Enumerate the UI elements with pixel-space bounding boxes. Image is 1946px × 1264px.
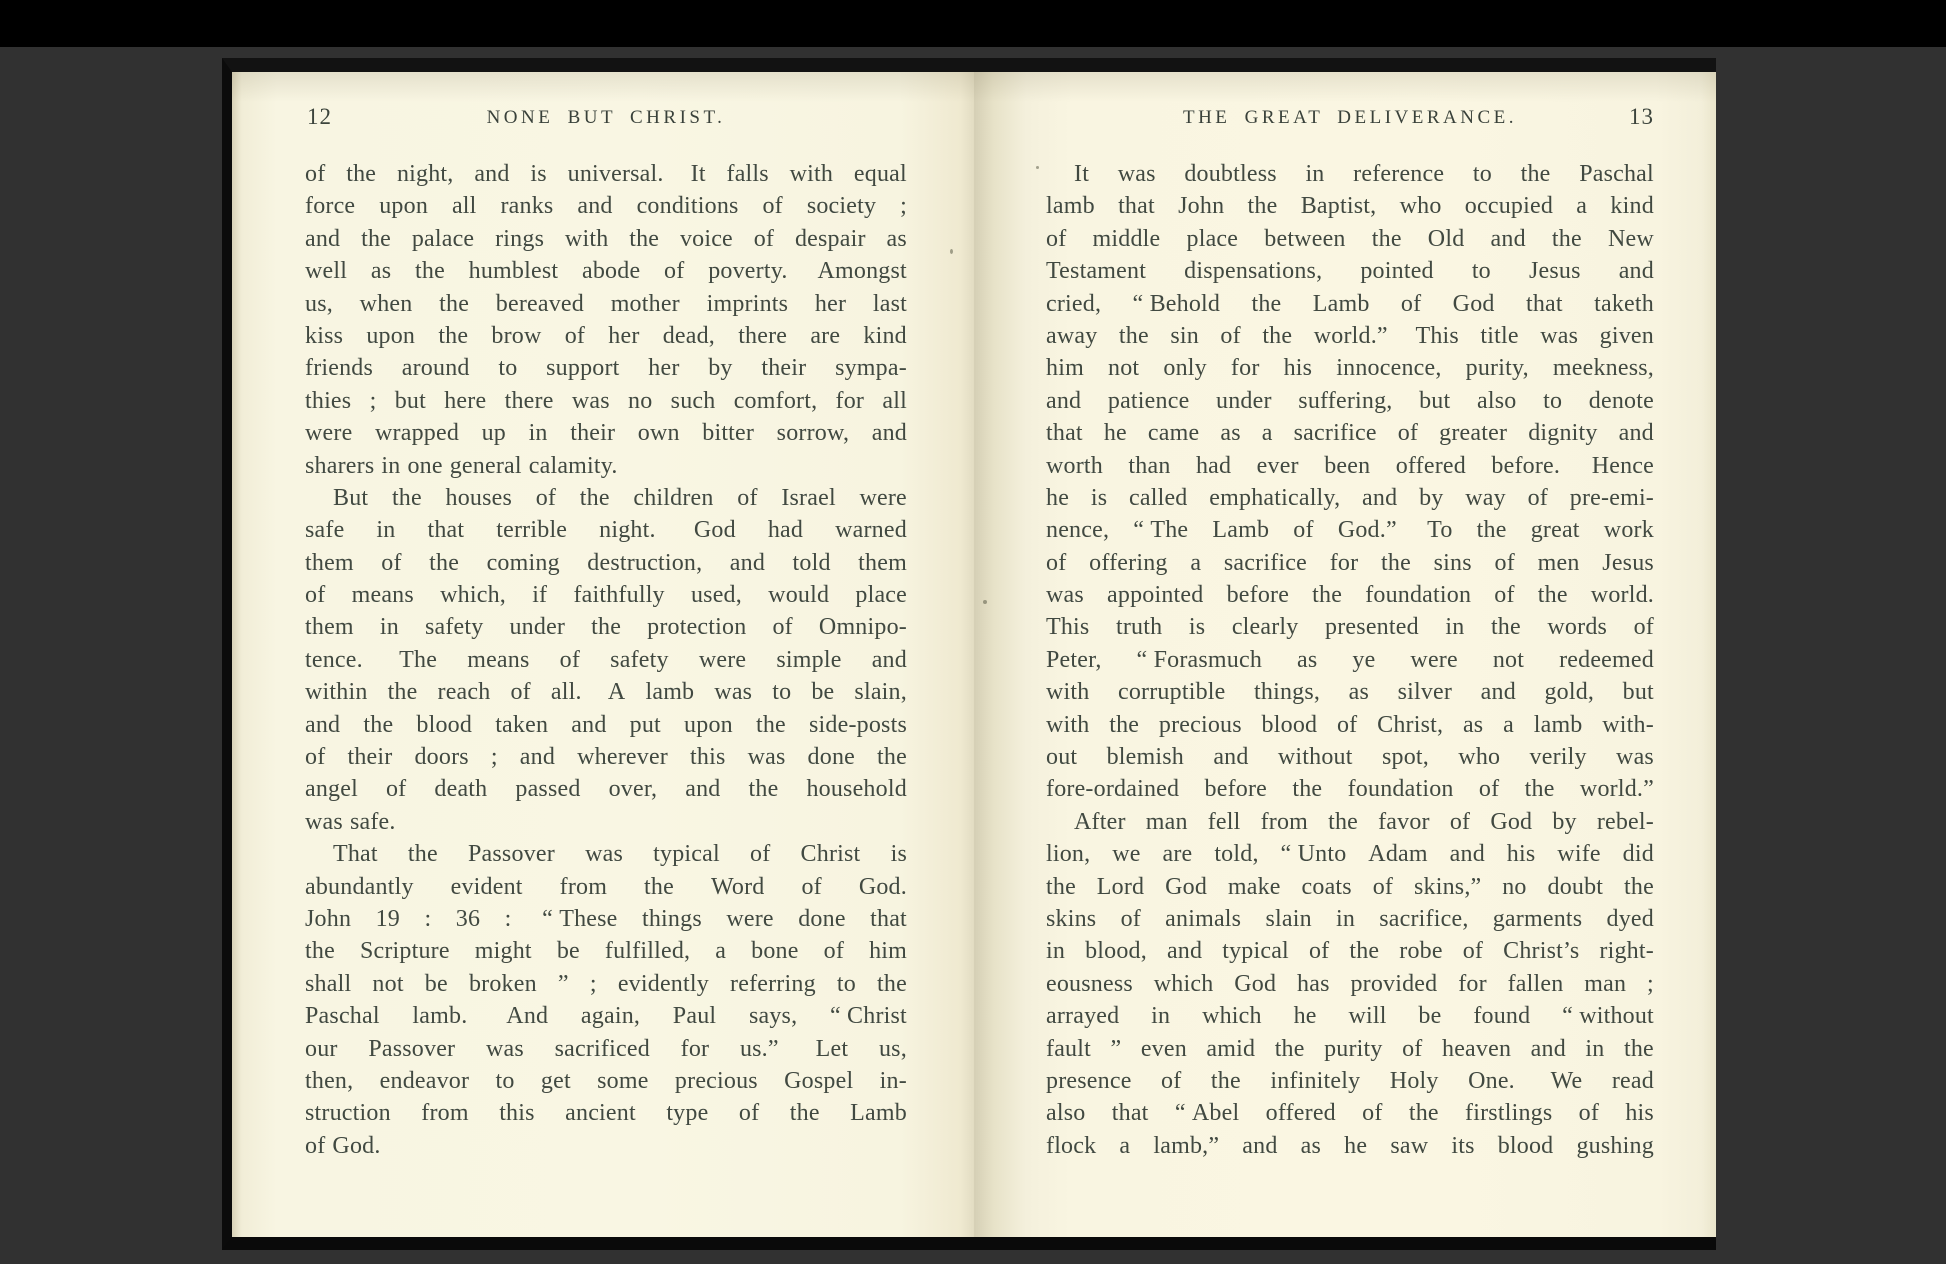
text-line: After man fell from the favor of God by rebel-	[1074, 808, 1654, 835]
text-line: them in safety under the protection of Omnipo-	[305, 614, 907, 641]
text-line: in blood, and typical of the robe of Christ’s right-	[1046, 938, 1654, 965]
page-text	[1046, 158, 1654, 1162]
page-number: 13	[1629, 104, 1654, 129]
text-line: well as the humblest abode of poverty. Amongst	[305, 258, 907, 285]
text-line: fault ” even amid the purity of heaven and in the	[1046, 1035, 1654, 1062]
page-header-right	[1046, 104, 1654, 134]
text-line: then, endeavor to get some precious Gospel in-	[305, 1067, 907, 1094]
text-line: lamb that John the Baptist, who occupied a kind	[1046, 193, 1654, 220]
text-line: he is called emphatically, and by way of pre-emi-	[1046, 484, 1654, 511]
text-line: and the blood taken and put upon the side-posts	[305, 711, 907, 738]
page-number: 12	[307, 104, 332, 129]
text-line: But the houses of the children of Israel were	[333, 484, 907, 511]
page-right	[974, 72, 1716, 1237]
text-line: Peter, “ Forasmuch as ye were not redeemed	[1046, 646, 1654, 673]
text-line: also that “ Abel offered of the firstlings of his	[1046, 1100, 1654, 1127]
text-line: worth than had ever been offered before. Hence	[1046, 452, 1654, 479]
text-line: us, when the bereaved mother imprints her last	[305, 290, 907, 317]
text-line: force upon all ranks and conditions of society ;	[305, 193, 907, 220]
text-line: our Passover was sacrificed for us.” Let us,	[305, 1035, 907, 1062]
scan-speck	[1036, 166, 1039, 169]
text-line: kiss upon the brow of her dead, there are kind	[305, 322, 907, 349]
text-line: John 19 : 36 : “ These things were done that	[305, 905, 907, 932]
text-line: friends around to support her by their sympa-	[305, 355, 907, 382]
text-line: shall not be broken ” ; evidently referring to the	[305, 970, 907, 997]
text-line: within the reach of all. A lamb was to be slain,	[305, 679, 907, 706]
text-line: Testament dispensations, pointed to Jesus and	[1046, 258, 1654, 285]
text-line: of means which, if faithfully used, would place	[305, 582, 907, 609]
text-line: was appointed before the foundation of the world.	[1046, 582, 1654, 609]
scan-speck	[983, 600, 987, 604]
text-line: arrayed in which he will be found “ without	[1046, 1003, 1654, 1030]
text-line: was safe.	[305, 808, 396, 835]
text-line: and patience under suffering, but also to denote	[1046, 387, 1654, 414]
text-line: sharers in one general calamity.	[305, 452, 618, 479]
text-line: presence of the infinitely Holy One. We read	[1046, 1067, 1654, 1094]
text-line: flock a lamb,” and as he saw its blood gushing	[1046, 1132, 1654, 1159]
text-line: struction from this ancient type of the Lamb	[305, 1100, 907, 1127]
running-head: NONE BUT CHRIST.	[486, 107, 726, 128]
letterbox-top	[0, 0, 1946, 47]
text-line: thies ; but here there was no such comfort, for all	[305, 387, 907, 414]
text-line: away the sin of the world.” This title was given	[1046, 322, 1654, 349]
text-line: Paschal lamb. And again, Paul says, “ Christ	[305, 1003, 907, 1030]
text-line: abundantly evident from the Word of God.	[305, 873, 907, 900]
page-left	[232, 72, 974, 1237]
text-line: that he came as a sacrifice of greater dignity and	[1046, 420, 1654, 447]
text-line: cried, “ Behold the Lamb of God that taketh	[1046, 290, 1654, 317]
scan-speck	[950, 249, 953, 254]
text-line: the Scripture might be fulfilled, a bone of him	[305, 938, 907, 965]
text-line: of offering a sacrifice for the sins of men Jesus	[1046, 549, 1654, 576]
text-line: him not only for his innocence, purity, meekness,	[1046, 355, 1654, 382]
text-line: with the precious blood of Christ, as a lamb with-	[1046, 711, 1654, 738]
text-line: fore-ordained before the foundation of the world.”	[1046, 776, 1654, 803]
text-line: of their doors ; and wherever this was done the	[305, 744, 907, 771]
text-line: That the Passover was typical of Christ is	[333, 841, 907, 868]
text-line: out blemish and without spot, who verily was	[1046, 744, 1654, 771]
book-spread	[222, 58, 1716, 1250]
text-line: and the palace rings with the voice of despair as	[305, 225, 907, 252]
text-line: the Lord God make coats of skins,” no doubt the	[1046, 873, 1654, 900]
text-line: were wrapped up in their own bitter sorrow, and	[305, 420, 907, 447]
text-line: skins of animals slain in sacrifice, garments dyed	[1046, 905, 1654, 932]
text-line: them of the coming destruction, and told them	[305, 549, 907, 576]
text-line: of middle place between the Old and the New	[1046, 225, 1654, 252]
text-line: with corruptible things, as silver and gold, but	[1046, 679, 1654, 706]
text-line: of God.	[305, 1132, 381, 1159]
text-line: lion, we are told, “ Unto Adam and his wife did	[1046, 841, 1654, 868]
text-line: of the night, and is universal. It falls with equal	[305, 161, 907, 187]
text-line: It was doubtless in reference to the Paschal	[1074, 161, 1654, 187]
text-line: tence. The means of safety were simple and	[305, 646, 907, 673]
page-text	[305, 158, 907, 1162]
text-line: This truth is clearly presented in the words of	[1046, 614, 1654, 641]
page-header-left	[305, 104, 907, 134]
text-line: eousness which God has provided for fallen man ;	[1046, 970, 1654, 997]
text-line: safe in that terrible night. God had warned	[305, 517, 907, 544]
running-head: THE GREAT DELIVERANCE.	[1182, 107, 1518, 128]
text-line: nence, “ The Lamb of God.” To the great work	[1046, 517, 1654, 544]
text-line: angel of death passed over, and the household	[305, 776, 907, 803]
